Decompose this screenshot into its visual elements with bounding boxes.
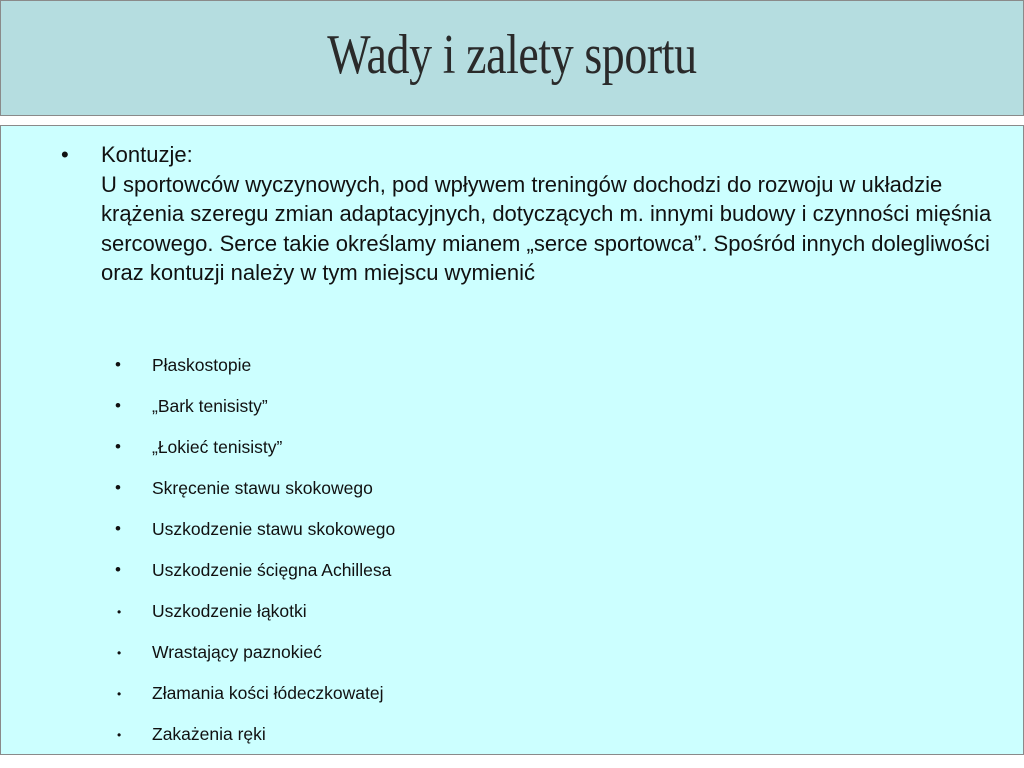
list-item-label: „Łokieć tenisisty” (152, 437, 283, 457)
bullet-icon: • (115, 355, 121, 374)
bullet-icon: • (115, 396, 121, 415)
list-item-label: Uszkodzenie łąkotki (152, 601, 307, 621)
list-item-label: Złamania kości łódeczkowatej (152, 683, 384, 703)
list-item (1, 354, 901, 395)
list-item-label: Wrastający paznokieć (152, 642, 322, 662)
list-item (1, 518, 901, 559)
list-item-label: „Bark tenisisty” (152, 396, 268, 416)
list-item-label: Zakażenia ręki (152, 724, 266, 744)
main-bullet-icon: • (61, 142, 69, 167)
list-item (1, 477, 901, 518)
bullet-icon: • (115, 478, 121, 497)
bullet-icon: • (115, 437, 121, 456)
section-heading: Kontuzje: (101, 142, 193, 167)
slide-title: Wady i zalety sportu (327, 24, 697, 86)
bullet-icon: • (115, 519, 121, 538)
bullet-icon: • (117, 687, 122, 701)
list-item (1, 723, 901, 764)
list-item (1, 436, 901, 477)
main-bullet-item (61, 140, 1016, 288)
section-paragraph: U sportowców wyczynowych, pod wpływem treningów dochodzi do rozwoju w układzie krążenia szeregu zmian adaptacyjnych, dotyczących m. innymi budowy i czynności mięśnia sercowego. Serce takie określamy mianem „serce sportowca”. Spośród innych dolegliwości oraz kontuzji należy w tym miejscu wymienić (101, 171, 992, 285)
list-item-label: Uszkodzenie stawu skokowego (152, 519, 396, 539)
list-item-label: Płaskostopie (152, 355, 252, 375)
list-item-label: Uszkodzenie ścięgna Achillesa (152, 560, 392, 580)
bullet-icon: • (117, 605, 122, 619)
list-item-label: Skręcenie stawu skokowego (152, 478, 373, 498)
list-item (1, 600, 901, 641)
list-item (1, 682, 901, 723)
list-item (1, 559, 901, 600)
injury-list (1, 354, 901, 764)
content-panel (0, 125, 1024, 755)
bullet-icon: • (117, 646, 122, 660)
list-item (1, 395, 901, 436)
bullet-icon: • (117, 728, 122, 742)
bullet-icon: • (115, 560, 121, 579)
title-bar (0, 0, 1024, 116)
list-item (1, 641, 901, 682)
